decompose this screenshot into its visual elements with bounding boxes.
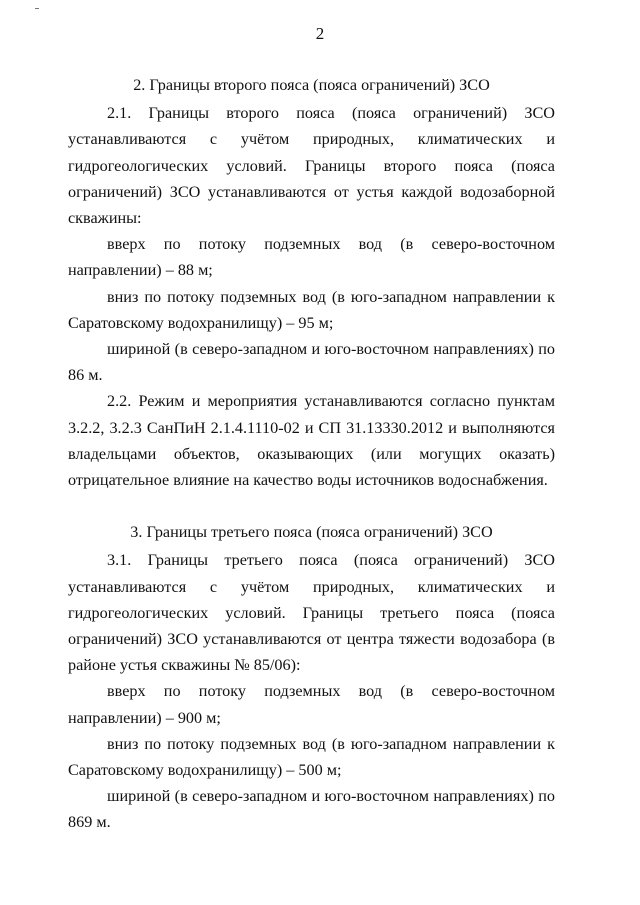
- section-spacer: [68, 493, 555, 519]
- section-3-upstream-distance: вверх по потоку подземных вод (в северо-восточном направлении) – 900 м;: [68, 682, 555, 727]
- section-2-paragraph-2-1: 2.1. Границы второго пояса (пояса ограничений) ЗСО устанавливаются с учётом природных, климатических и гидрогеологических условий. Границы второго пояса (пояса ограничений) ЗСО устанавливаются от устья каждой водозаборной скважины:: [68, 104, 555, 228]
- page-number: 2: [315, 24, 325, 43]
- section-2-heading: 2. Границы второго пояса (пояса ограничений) ЗСО: [133, 76, 490, 94]
- section-2-paragraph-2-2: 2.2. Режим и мероприятия устанавливаются согласно пунктам 3.2.2, 3.2.3 СанПиН 2.1.4.1110-02 и СП 31.13330.2012 и выполняются владельцами объектов, оказывающих (или могущих оказать) отрицательное влияние на качество воды источников водоснабжения.: [68, 392, 555, 490]
- document-body: [68, 72, 555, 836]
- section-2-upstream-distance: вверх по потоку подземных вод (в северо-восточном направлении) – 88 м;: [68, 235, 555, 280]
- section-3-downstream-distance: вниз по потоку подземных вод (в юго-западном направлении к Саратовскому водохранилищу) – 500 м;: [68, 734, 555, 780]
- section-3-paragraph-3-1: 3.1. Границы третьего пояса (пояса ограничений) ЗСО устанавливаются с учётом природных, климатических и гидрогеологических условий. Границы третьего пояса (пояса ограничений) ЗСО устанавливаются от центра тяжести водозабора (в районе устья скважины № 85/06):: [68, 551, 555, 675]
- section-2-downstream-distance: вниз по потоку подземных вод (в юго-западном направлении к Саратовскому водохранилищу) – 95 м;: [68, 287, 555, 332]
- section-3-width-distance: шириной (в северо-западном и юго-восточном направлениях) по 869 м.: [68, 787, 555, 832]
- scan-artifact-mark: [35, 8, 39, 9]
- section-3-heading: 3. Границы третьего пояса (пояса ограничений) ЗСО: [130, 523, 493, 542]
- section-2-width-distance: шириной (в северо-западном и юго-восточном направлениях) по 86 м.: [68, 340, 555, 385]
